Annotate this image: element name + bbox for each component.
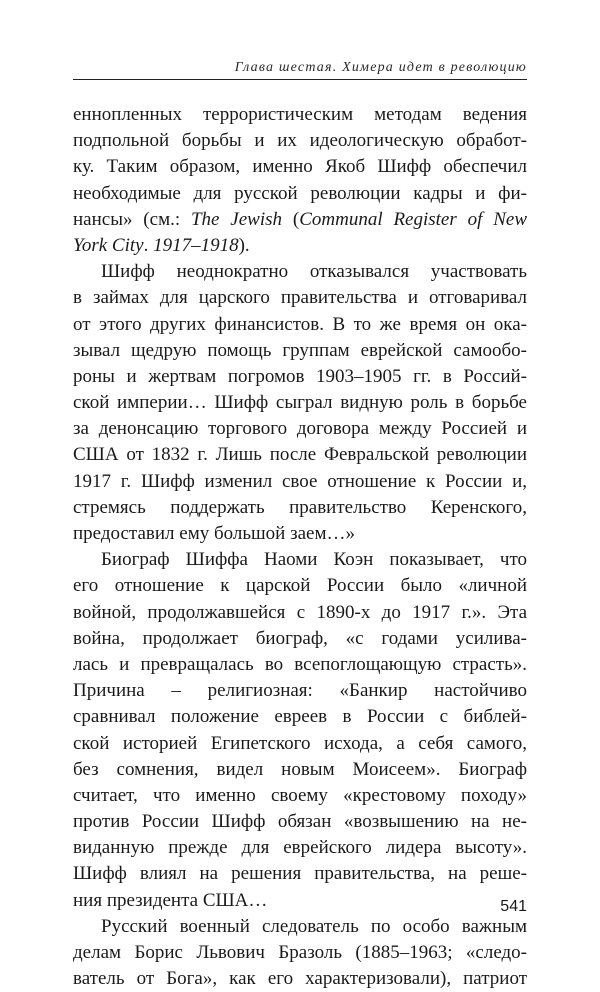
text-line: Биограф Шиффа Наоми Коэн показывает, что bbox=[101, 549, 527, 571]
text-line: виданную прежде для еврейского лидера высоту». bbox=[73, 837, 527, 859]
text-line: от этого других финансистов. В то же время он ока- bbox=[73, 313, 527, 335]
running-header: Глава шестая. Химера идет в революцию bbox=[234, 60, 527, 75]
text-fragment: нансы» (см.: bbox=[73, 208, 191, 230]
text-line: лась и превращалась во всепоглощающую страсть». bbox=[73, 653, 527, 675]
text-line: его отношение к царской России было «личной bbox=[73, 575, 527, 597]
text-line: Русский военный следователь по особо важным bbox=[101, 915, 527, 937]
text-line: считает, что именно своему «крестовому походу» bbox=[73, 784, 527, 806]
text-line: в займах для царского правительства и отговаривал bbox=[73, 287, 527, 309]
text-line: войной, продолжавшейся с 1890-х до 1917 г.». Эта bbox=[73, 601, 527, 623]
text-line: 1917 г. Шифф изменил свое отношение к России и, bbox=[73, 470, 527, 492]
text-line: ской империи… Шифф сыграл видную роль в борьбе bbox=[73, 392, 527, 414]
italic-title: York City bbox=[73, 234, 144, 256]
text-line bbox=[73, 207, 527, 233]
text-line: делам Борис Львович Бразоль (1885–1963; «следо- bbox=[73, 942, 527, 963]
text-line: Причина – религиозная: «Банкир настойчиво bbox=[73, 680, 527, 702]
text-line: зывал щедрую помощь группам еврейской самообо- bbox=[73, 339, 527, 361]
text-fragment: . bbox=[143, 234, 154, 256]
body-text bbox=[73, 102, 527, 992]
text-line: за денонсацию торгового договора между Россией и bbox=[73, 418, 527, 440]
text-line: подпольной борьбы и их идеологическую обработ- bbox=[73, 130, 527, 152]
text-line: ния президента США… bbox=[73, 889, 268, 911]
page-number: 541 bbox=[500, 898, 527, 915]
italic-title: Communal Register of New bbox=[299, 208, 527, 230]
text-line: Шифф влиял на решения правительства, на реше- bbox=[73, 863, 527, 885]
italic-title: The Jewish bbox=[190, 208, 283, 230]
text-fragment: ( bbox=[282, 208, 300, 230]
text-line bbox=[73, 233, 527, 259]
text-fragment: ). bbox=[238, 234, 250, 256]
text-line: ватель от Бога», как его характеризовали), патриот bbox=[73, 968, 527, 990]
text-line: против России Шифф обязан «возвышению на не- bbox=[73, 811, 527, 833]
header-rule bbox=[73, 79, 527, 80]
text-line: необходимые для русской революции кадры и фи- bbox=[73, 182, 527, 204]
text-line: стремясь поддержать правительство Керенского, bbox=[73, 496, 527, 518]
text-line: сравнивал положение евреев в России с библей- bbox=[73, 706, 527, 728]
text-line: Шифф неоднократно отказывался участвовать bbox=[101, 261, 527, 283]
text-line: без сомнения, видел новым Моисеем». Биограф bbox=[73, 758, 527, 780]
text-line: война, продолжает биограф, «с годами усилива- bbox=[73, 627, 527, 649]
text-line: США от 1832 г. Лишь после Февральской революции bbox=[73, 444, 527, 466]
text-line: роны и жертвам погромов 1903–1905 гг. в Россий- bbox=[73, 365, 527, 387]
text-line: еннопленных террористическим методам ведения bbox=[73, 104, 527, 125]
text-line: ской историей Египетского исхода, а себя самого, bbox=[73, 732, 527, 754]
italic-title: 1917–1918 bbox=[153, 234, 239, 256]
text-line: ку. Таким образом, именно Якоб Шифф обеспечил bbox=[73, 156, 527, 178]
text-line: предоставил ему большой заем…» bbox=[73, 523, 355, 544]
